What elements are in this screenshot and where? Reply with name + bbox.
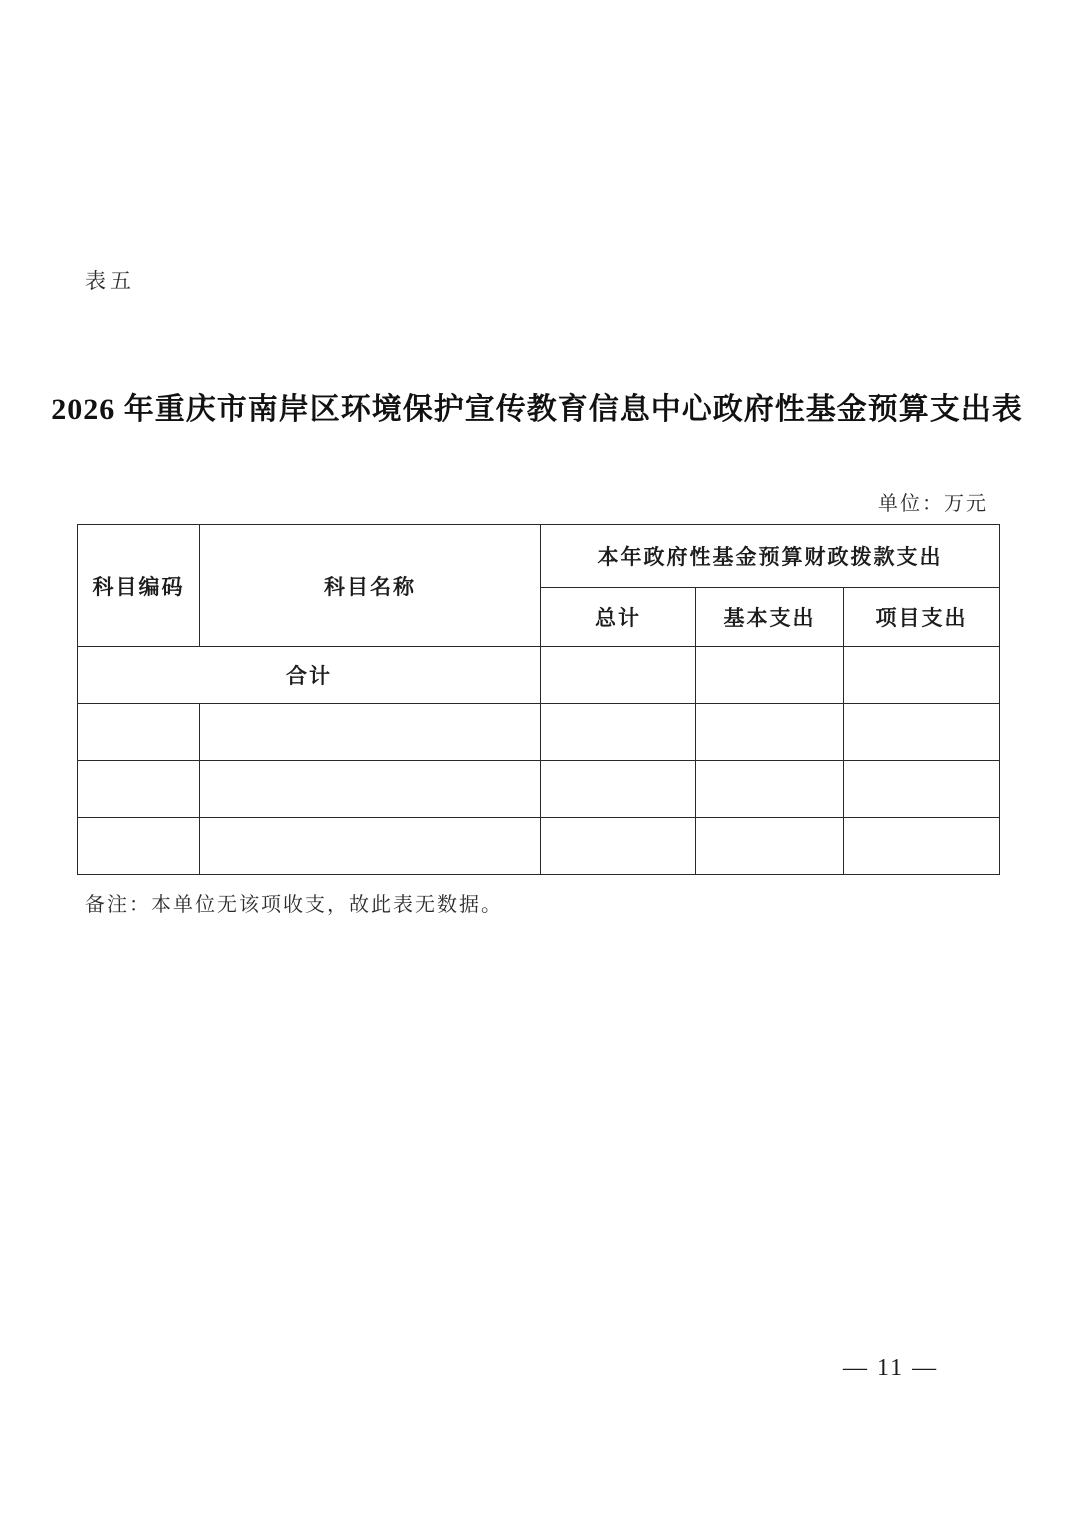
row-basic-cell [696, 818, 844, 875]
row-basic-cell [696, 704, 844, 761]
row-total-cell [541, 761, 696, 818]
header-fund-expenditure-group: 本年政府性基金预算财政拨款支出 [541, 525, 1000, 588]
row-project-cell [844, 818, 1000, 875]
header-basic-expenditure: 基本支出 [696, 588, 844, 647]
unit-note: 单位：万元 [878, 493, 988, 515]
row-code-cell [78, 818, 200, 875]
table-row [78, 704, 1000, 761]
table-row [78, 818, 1000, 875]
budget-table [77, 524, 1000, 875]
header-total: 总计 [541, 588, 696, 647]
row-code-cell [78, 704, 200, 761]
table-number-label: 表五 [85, 269, 135, 293]
row-name-cell [200, 761, 541, 818]
total-row-project-cell [844, 647, 1000, 704]
row-project-cell [844, 704, 1000, 761]
table-row [78, 761, 1000, 818]
page-number: — 11 — [843, 1355, 939, 1381]
header-project-expenditure: 项目支出 [844, 588, 1000, 647]
row-basic-cell [696, 761, 844, 818]
row-name-cell [200, 818, 541, 875]
total-row [78, 647, 1000, 704]
total-row-basic-cell [696, 647, 844, 704]
total-row-total-cell [541, 647, 696, 704]
row-code-cell [78, 761, 200, 818]
row-name-cell [200, 704, 541, 761]
row-total-cell [541, 818, 696, 875]
header-subject-code: 科目编码 [78, 525, 200, 647]
page-title: 2026 年重庆市南岸区环境保护宣传教育信息中心政府性基金预算支出表 [51, 393, 1023, 426]
row-total-cell [541, 704, 696, 761]
total-row-label: 合计 [78, 647, 541, 704]
row-project-cell [844, 761, 1000, 818]
footnote: 备注：本单位无该项收支，故此表无数据。 [85, 894, 503, 916]
header-subject-name: 科目名称 [200, 525, 541, 647]
table-header-row-1 [78, 525, 1000, 588]
